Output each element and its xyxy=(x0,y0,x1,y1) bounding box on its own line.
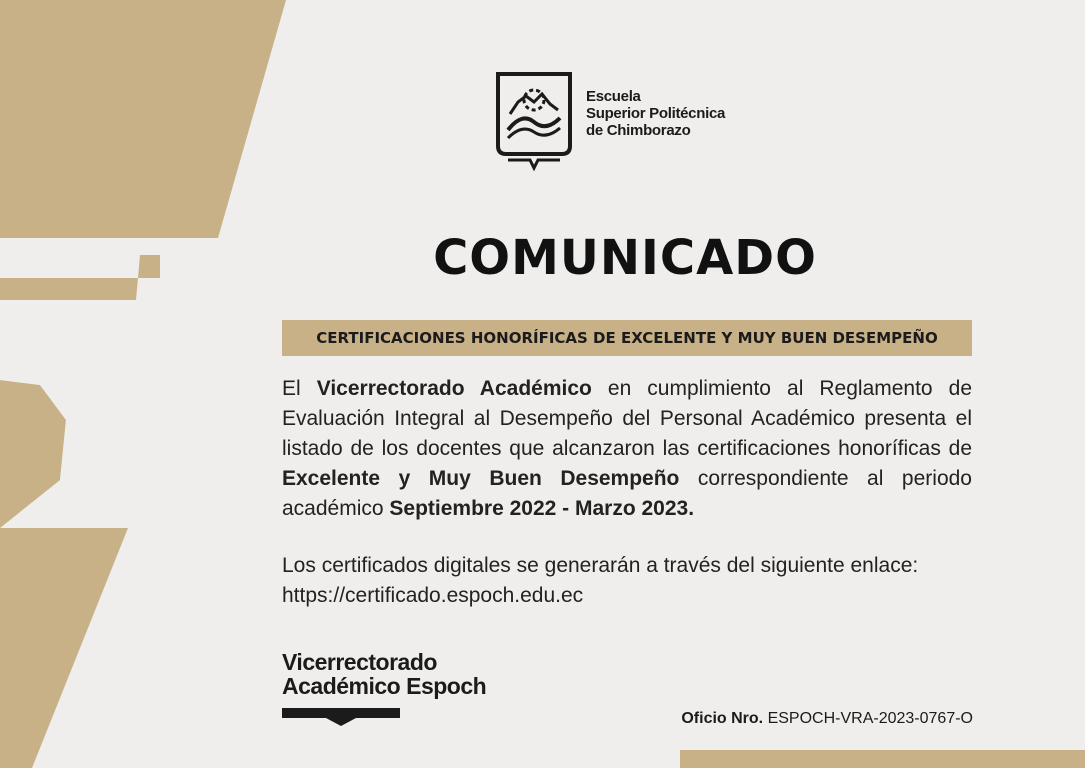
para-text-2: en cumplimiento al Reglamento de Evaluación Integral al Desempeño del Personal Académico presenta el listado de los docentes que alcanzaron las certificaciones honoríficas de xyxy=(282,377,973,460)
certificates-text: Los certificados digitales se generarán a través del siguiente enlace: xyxy=(282,554,919,577)
page-title: COMUNICADO xyxy=(433,230,817,286)
announcement-paragraph xyxy=(282,374,972,524)
institution-crest-icon xyxy=(494,72,574,172)
oficio-label: Oficio Nro. xyxy=(681,710,764,727)
oficio-number: ESPOCH-VRA-2023-0767-O xyxy=(767,710,973,727)
institution-name-line-1: Escuela xyxy=(586,88,641,105)
gold-lower-shape xyxy=(0,528,128,768)
para-text-3: correspondiente al periodo académico xyxy=(282,467,972,520)
institution-name xyxy=(586,88,725,139)
para-bold-vicerrectorado: Vicerrectorado Académico xyxy=(316,377,592,400)
para-bold-periodo: Septiembre 2022 - Marzo 2023. xyxy=(389,497,695,520)
institution-logo xyxy=(494,72,774,172)
institution-name-line-2: Superior Politécnica xyxy=(586,105,726,122)
subtitle-text: CERTIFICACIONES HONORÍFICAS DE EXCELENTE Y MUY BUEN DESEMPEÑO xyxy=(316,329,938,347)
para-bold-desempeno: Excelente y Muy Buen Desempeño xyxy=(282,467,680,490)
oficio-reference xyxy=(681,710,973,728)
subtitle-banner xyxy=(282,320,972,356)
gold-top-shape xyxy=(0,0,286,238)
certificates-link[interactable]: https://certificado.espoch.edu.ec xyxy=(282,584,584,607)
gold-bottom-strip xyxy=(680,750,1085,768)
institution-name-line-3: de Chimborazo xyxy=(586,122,691,139)
signature-line-2: Académico Espoch xyxy=(282,673,487,699)
signature-block xyxy=(282,650,522,730)
para-text-1: El xyxy=(282,377,317,400)
open-book-icon xyxy=(282,708,400,726)
signature-line-1: Vicerrectorado xyxy=(282,649,437,675)
